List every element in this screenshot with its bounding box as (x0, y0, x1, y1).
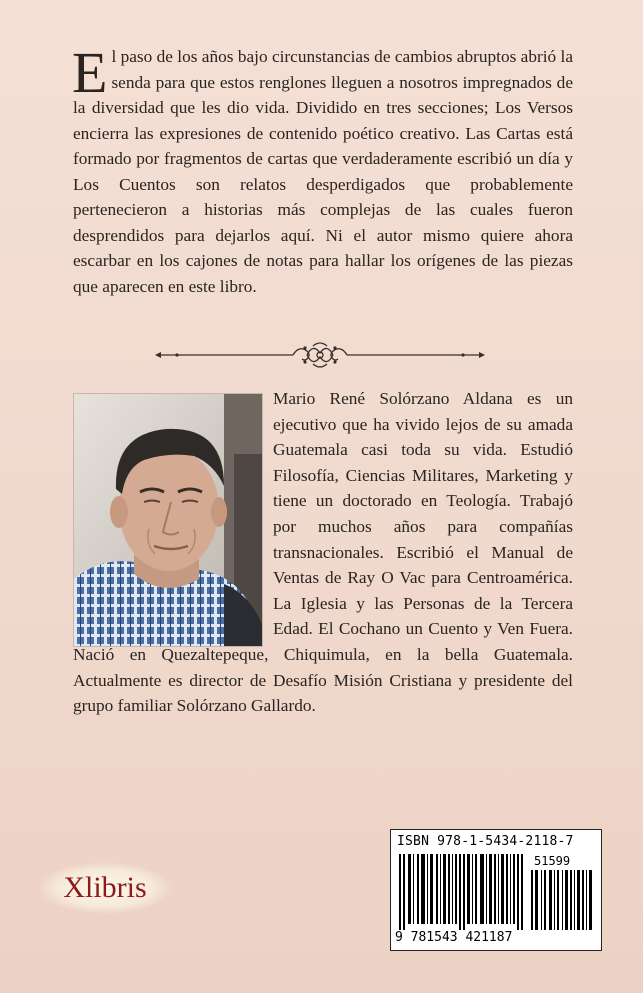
ean-digits: 9 781543 421187 (395, 930, 513, 945)
blurb-text: l paso de los años bajo circunstancias de cambios abruptos abrió la senda para que estos renglones lleguen a nosotros impregnados de la diversidad que les dio vida. Dividido en tres secciones; Los Versos encierra las expresiones de contenido poético creativo. Las Cartas está formado por fragmentos de cartas que verdaderamente escribió un día y Los Cuentos son relatos desperdigados que probablemente pertenecieron a historias más complejas de las cuales fueron desprendidos para dejarlos aquí. Ni el autor mismo quiere ahora escarbar en los cajones de notas para hallar los orígenes de las piezas que aparecen en este libro. (73, 47, 573, 296)
author-bio (73, 386, 573, 719)
book-blurb (72, 40, 573, 299)
addon-bars (531, 870, 593, 930)
isbn-barcode (390, 829, 602, 951)
xlibris-logo (38, 862, 172, 914)
isbn-label: ISBN 978-1-5434-2118-7 (397, 834, 574, 849)
bio-text: Mario René Solórzano Aldana es un ejecutivo que ha vivido lejos de su amada Guatemala casi toda su vida. Estudió Filosofía, Ciencias Militares, Marketing y tiene un doctorado en Teología. Trabajó por muchos años para compañías transnacionales. Escribió el Manual de Ventas de Ray O Vac para Centroamérica. La Iglesia y las Personas de la Tercera Edad. El Cochano un Cuento y Ven Fuera. Nació en Quezaltepeque, Chiquimula, en la bella Guatemala. Actualmente es director de Desafío Misión Cristiana y presidente del grupo familiar Solórzano Gallardo. (73, 389, 573, 716)
ornament-divider (155, 338, 485, 372)
ean-bars (399, 854, 523, 930)
svg-text:Xlibris: Xlibris (63, 871, 147, 904)
drop-cap: E (72, 40, 108, 105)
price-code: 51599 (534, 854, 571, 868)
